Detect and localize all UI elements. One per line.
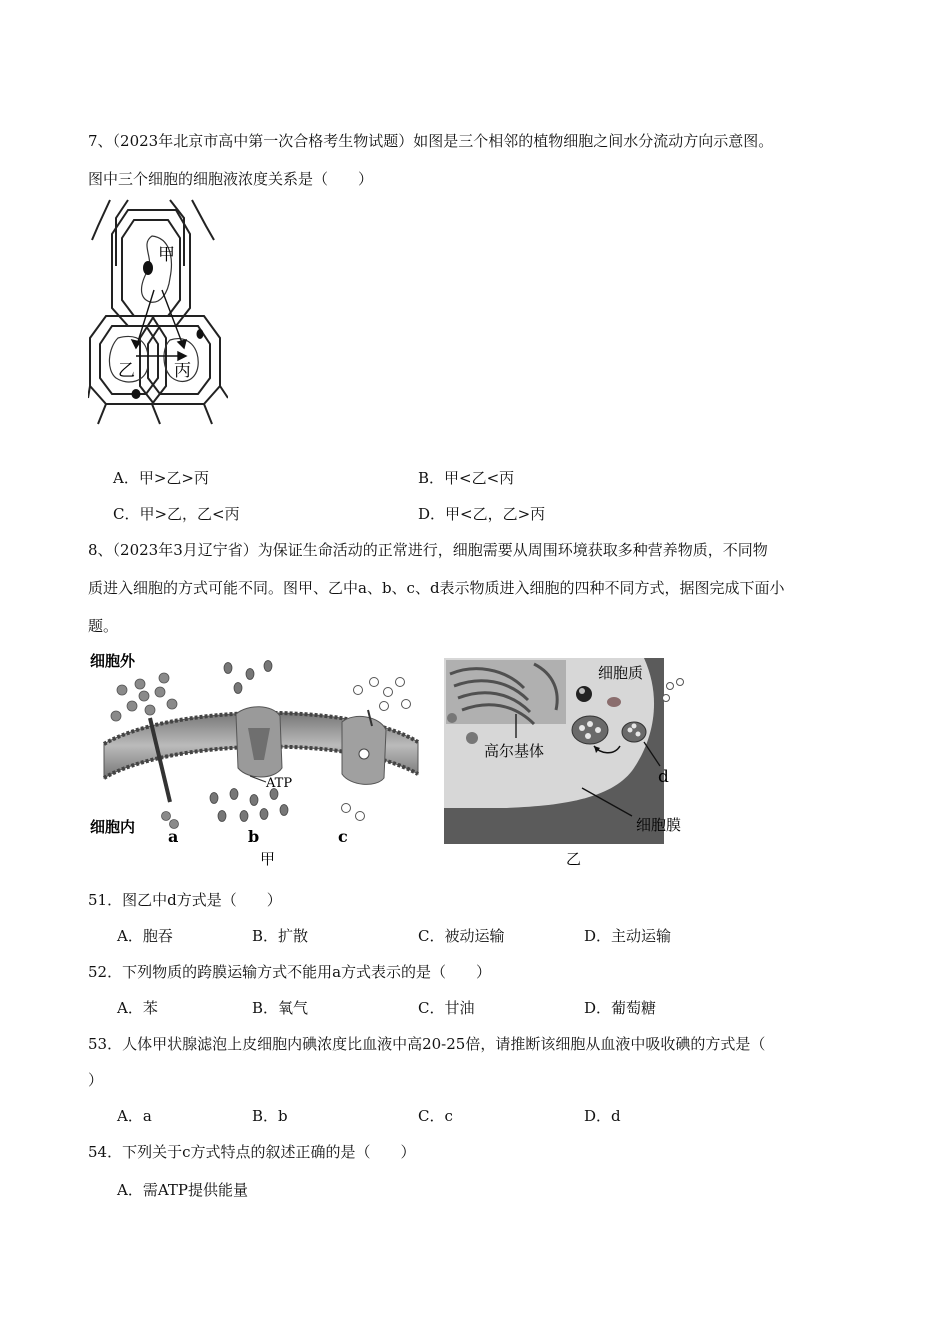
- label-d: d: [658, 767, 669, 787]
- label-cytoplasm: 细胞质: [598, 664, 644, 682]
- label-c: c: [338, 827, 348, 846]
- q7-stem-line2: 图中三个细胞的细胞液浓度关系是（ ）: [88, 170, 374, 188]
- plant-cells-figure: [88, 198, 228, 430]
- q51-option-c: C．被动运输: [418, 927, 505, 945]
- q51-option-d: D．主动运输: [584, 927, 672, 945]
- q51-option-a: A．胞吞: [117, 927, 173, 945]
- cell-label-yi: 乙: [118, 361, 135, 381]
- q52-option-d: D．葡萄糖: [584, 999, 657, 1017]
- caption-yi: 乙: [566, 850, 582, 868]
- label-inside: 细胞内: [90, 818, 136, 836]
- q8-stem-line2: 质进入细胞的方式可能不同。图甲、乙中a、b、c、d表示物质进入细胞的四种不同方式，据图完成下面小: [88, 579, 785, 597]
- q54-stem: 54．下列关于c方式特点的叙述正确的是（ ）: [88, 1143, 416, 1161]
- q7-stem-line1: 7、（2023年北京市高中第一次合格考生物试题）如图是三个相邻的植物细胞之间水分流动方向示意图。: [88, 132, 774, 150]
- q7-option-d: D．甲<乙，乙>丙: [418, 505, 546, 523]
- q51-stem: 51．图乙中d方式是（ ）: [88, 891, 282, 909]
- label-a: a: [168, 827, 179, 846]
- label-outside: 细胞外: [90, 652, 136, 670]
- q53-option-c: C．c: [418, 1107, 453, 1125]
- q8-stem-line3: 题。: [88, 617, 119, 635]
- membrane-transport-figure: [88, 648, 433, 870]
- label-membrane: 细胞膜: [636, 816, 682, 834]
- q54-option-a: A．需ATP提供能量: [117, 1181, 248, 1199]
- q52-option-c: C．甘油: [418, 999, 475, 1017]
- q51-option-b: B．扩散: [252, 927, 309, 945]
- label-golgi: 高尔基体: [484, 742, 545, 760]
- label-b: b: [248, 827, 260, 846]
- cell-label-jia: 甲: [158, 245, 175, 265]
- label-atp: ATP: [266, 776, 293, 791]
- caption-jia: 甲: [260, 850, 276, 868]
- q53-option-b: B．b: [252, 1107, 288, 1125]
- q53-option-a: A．a: [117, 1107, 152, 1125]
- q7-option-b: B．甲<乙<丙: [418, 469, 515, 487]
- q8-stem-line1: 8、（2023年3月辽宁省）为保证生命活动的正常进行，细胞需要从周围环境获取多种营养物质，不同物: [88, 541, 768, 559]
- q53-stem-line1: 53．人体甲状腺滤泡上皮细胞内碘浓度比血液中高20-25倍，请推断该细胞从血液中吸收碘的方式是（: [88, 1035, 766, 1053]
- q53-option-d: D．d: [584, 1107, 621, 1125]
- q52-stem: 52．下列物质的跨膜运输方式不能用a方式表示的是（ ）: [88, 963, 492, 981]
- cell-label-bing: 丙: [174, 361, 191, 381]
- q53-stem-line2: ）: [88, 1071, 104, 1089]
- q7-option-a: A．甲>乙>丙: [113, 469, 209, 487]
- q52-option-a: A．苯: [117, 999, 158, 1017]
- q7-option-c: C．甲>乙，乙<丙: [113, 505, 240, 523]
- endocytosis-figure: [444, 658, 694, 870]
- q52-option-b: B．氧气: [252, 999, 309, 1017]
